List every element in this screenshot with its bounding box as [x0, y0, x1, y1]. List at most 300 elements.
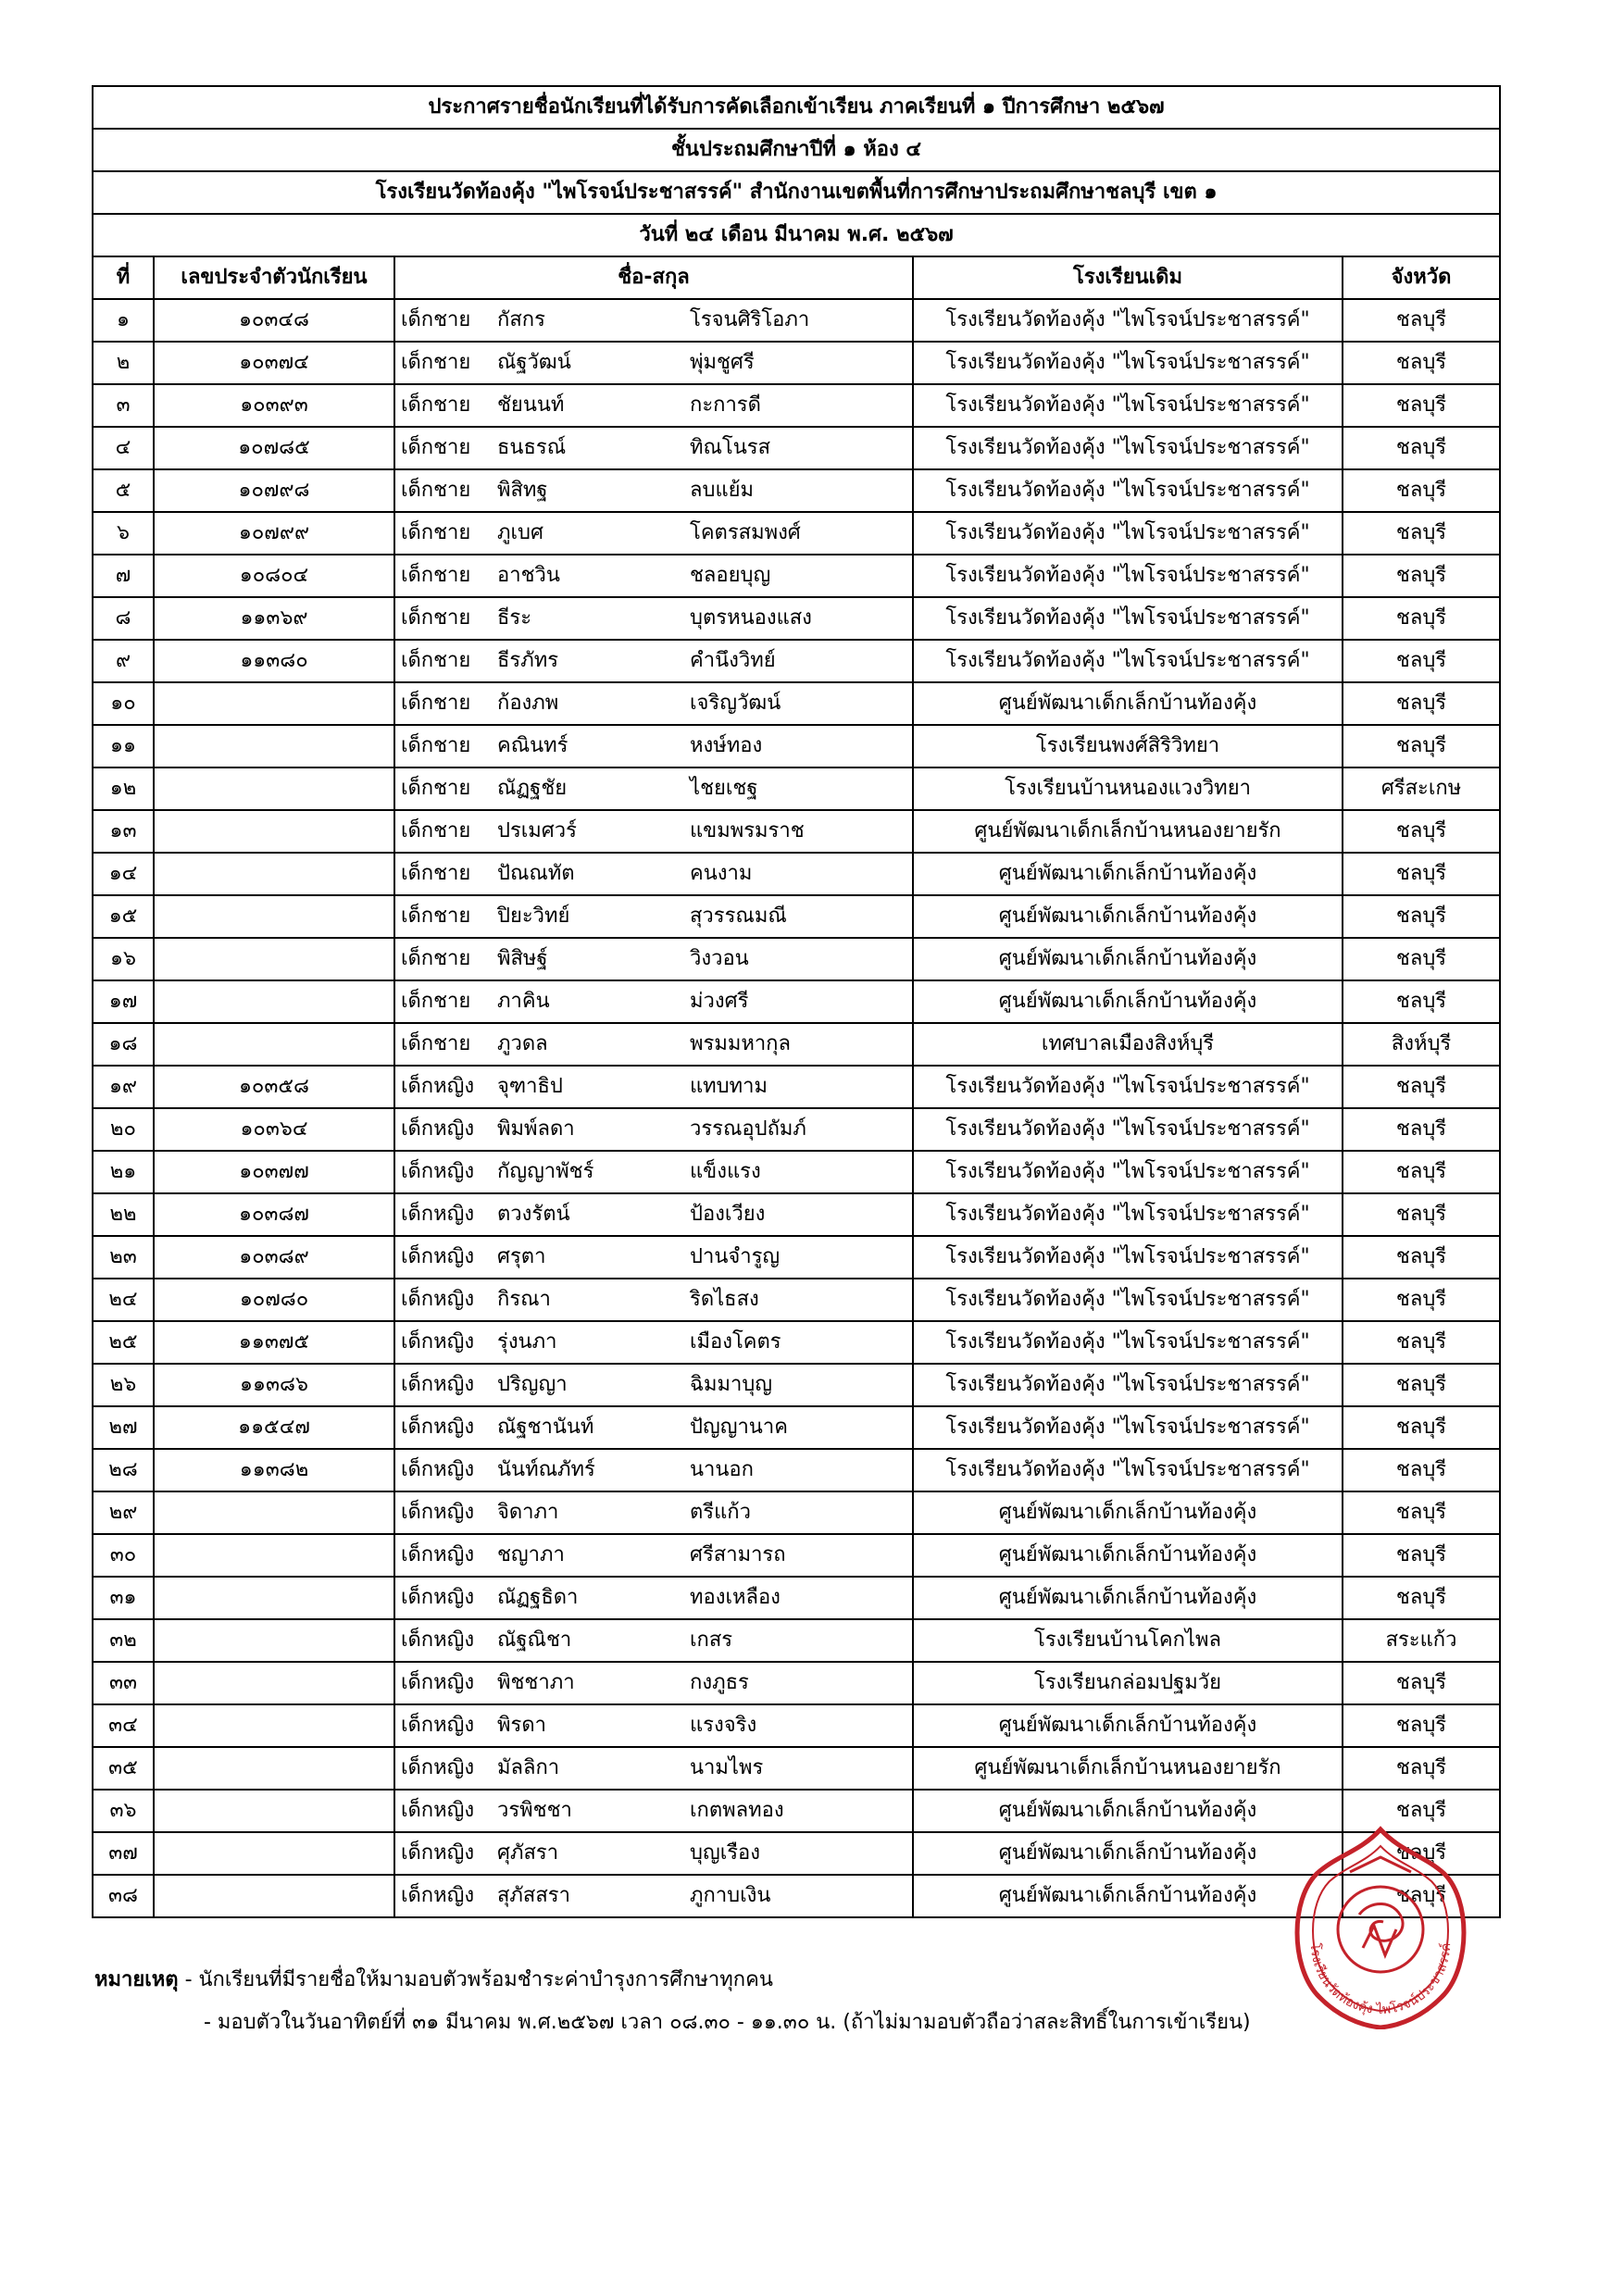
- last-name: บุตรหนองแสง: [690, 606, 812, 630]
- student-id: [154, 1619, 394, 1662]
- province: ชลบุรี: [1343, 1321, 1500, 1364]
- student-name: [394, 1193, 913, 1236]
- student-id: [154, 682, 394, 725]
- last-name: ปัญญานาค: [690, 1416, 788, 1439]
- student-id: ๑๐๗๘๐: [154, 1279, 394, 1321]
- row-number: ๙: [93, 640, 154, 682]
- note-text-2: - มอบตัวในวันอาทิตย์ที่ ๓๑ มีนาคม พ.ศ.๒๕๖๗ เวลา ๐๘.๓๐ - ๑๑.๓๐ น. (ถ้าไม่มามอบตัวถือว่าสละสิทธิ์ในการเข้าเรียน): [204, 2011, 1251, 2034]
- last-name: เมืองโคตร: [690, 1330, 781, 1354]
- title-row: [93, 214, 1500, 256]
- last-name: ภูกาบเงิน: [690, 1884, 771, 1907]
- previous-school: โรงเรียนวัดท้องคุ้ง "ไพโรจน์ประชาสรรค์": [913, 384, 1343, 427]
- table-row: [93, 299, 1500, 342]
- table-row: [93, 810, 1500, 853]
- previous-school: โรงเรียนวัดท้องคุ้ง "ไพโรจน์ประชาสรรค์": [913, 299, 1343, 342]
- row-number: ๑๙: [93, 1066, 154, 1108]
- previous-school: ศูนย์พัฒนาเด็กเล็กบ้านท้องคุ้ง: [913, 1790, 1343, 1832]
- first-name: พิชชาภา: [497, 1671, 575, 1694]
- student-id: [154, 1023, 394, 1066]
- last-name: นานอก: [690, 1458, 754, 1481]
- row-number: ๑๑: [93, 725, 154, 767]
- province: ชลบุรี: [1343, 810, 1500, 853]
- first-name: ปรเมศวร์: [497, 819, 577, 842]
- previous-school: ศูนย์พัฒนาเด็กเล็กบ้านท้องคุ้ง: [913, 682, 1343, 725]
- row-number: ๒๖: [93, 1364, 154, 1406]
- last-name: ริดไธสง: [690, 1288, 759, 1311]
- student-name: [394, 469, 913, 512]
- first-name: ณัฐวัฒน์: [497, 351, 571, 374]
- previous-school: โรงเรียนวัดท้องคุ้ง "ไพโรจน์ประชาสรรค์": [913, 469, 1343, 512]
- row-number: ๓๓: [93, 1662, 154, 1704]
- row-number: ๕: [93, 469, 154, 512]
- student-id: ๑๐๓๙๓: [154, 384, 394, 427]
- province: ชลบุรี: [1343, 682, 1500, 725]
- first-name: กิรณา: [497, 1288, 551, 1311]
- province: ชลบุรี: [1343, 1193, 1500, 1236]
- province: สระแก้ว: [1343, 1619, 1500, 1662]
- row-number: ๒๗: [93, 1406, 154, 1449]
- first-name: คณินทร์: [497, 734, 568, 757]
- table-row: [93, 767, 1500, 810]
- last-name: พุ่มชูศรี: [690, 351, 755, 374]
- student-name: [394, 299, 913, 342]
- first-name: ศรุตา: [497, 1245, 546, 1268]
- province: ชลบุรี: [1343, 1832, 1500, 1875]
- first-name: ก้องภพ: [497, 692, 559, 715]
- row-number: ๘: [93, 597, 154, 640]
- previous-school: โรงเรียนกล่อมปฐมวัย: [913, 1662, 1343, 1704]
- last-name: กะการดี: [690, 393, 761, 417]
- school-seal-icon: [1285, 1826, 1476, 2029]
- table-body: [93, 86, 1500, 1917]
- table-row: [93, 1704, 1500, 1747]
- previous-school: ศูนย์พัฒนาเด็กเล็กบ้านท้องคุ้ง: [913, 895, 1343, 938]
- table-row: [93, 640, 1500, 682]
- student-name: [394, 1662, 913, 1704]
- first-name: ณัฏฐธิดา: [497, 1586, 579, 1609]
- name-prefix: เด็กชาย: [401, 308, 471, 331]
- name-prefix: เด็กชาย: [401, 564, 471, 587]
- first-name: พิมพ์ลดา: [497, 1117, 575, 1141]
- student-name: [394, 1534, 913, 1577]
- table-row: [93, 1619, 1500, 1662]
- last-name: ไชยเชฐ: [690, 777, 758, 800]
- student-id: [154, 725, 394, 767]
- province: ชลบุรี: [1343, 725, 1500, 767]
- province: ชลบุรี: [1343, 427, 1500, 469]
- row-number: ๒๐: [93, 1108, 154, 1151]
- table-row: [93, 597, 1500, 640]
- note-text-1: - นักเรียนที่มีรายชื่อให้มามอบตัวพร้อมชำระค่าบำรุงการศึกษาทุกคน: [184, 1968, 773, 1991]
- student-name: [394, 512, 913, 555]
- title-row: [93, 86, 1500, 129]
- table-row: [93, 1406, 1500, 1449]
- student-id: [154, 1875, 394, 1917]
- row-number: ๒: [93, 342, 154, 384]
- province: ชลบุรี: [1343, 1747, 1500, 1790]
- first-name: ปิยะวิทย์: [497, 905, 570, 928]
- previous-school: โรงเรียนวัดท้องคุ้ง "ไพโรจน์ประชาสรรค์": [913, 1449, 1343, 1491]
- table-row: [93, 555, 1500, 597]
- row-number: ๑๒: [93, 767, 154, 810]
- province: ชลบุรี: [1343, 1534, 1500, 1577]
- table-row: [93, 1449, 1500, 1491]
- last-name: ตรีแก้ว: [690, 1501, 751, 1524]
- student-name: [394, 1619, 913, 1662]
- student-name: [394, 1577, 913, 1619]
- last-name: คนงาม: [690, 862, 753, 885]
- student-id: ๑๐๓๔๘: [154, 299, 394, 342]
- student-id: [154, 938, 394, 980]
- last-name: คำนึงวิทย์: [690, 649, 776, 672]
- name-prefix: เด็กหญิง: [401, 1714, 475, 1737]
- student-name: [394, 1108, 913, 1151]
- table-row: [93, 1491, 1500, 1534]
- first-name: ภูเบศ: [497, 521, 543, 544]
- col-header-student-id: เลขประจำตัวนักเรียน: [154, 256, 394, 299]
- previous-school: เทศบาลเมืองสิงห์บุรี: [913, 1023, 1343, 1066]
- province: ชลบุรี: [1343, 342, 1500, 384]
- student-id: [154, 1747, 394, 1790]
- name-prefix: เด็กหญิง: [401, 1799, 475, 1822]
- province: ชลบุรี: [1343, 555, 1500, 597]
- student-id: [154, 1534, 394, 1577]
- previous-school: โรงเรียนพงศ์สิริวิทยา: [913, 725, 1343, 767]
- name-prefix: เด็กหญิง: [401, 1416, 475, 1439]
- row-number: ๓๗: [93, 1832, 154, 1875]
- first-name: อาชวิน: [497, 564, 560, 587]
- announcement-title: ประกาศรายชื่อนักเรียนที่ได้รับการคัดเลือกเข้าเรียน ภาคเรียนที่ ๑ ปีการศึกษา ๒๕๖๗: [93, 86, 1500, 129]
- row-number: ๑: [93, 299, 154, 342]
- student-id: ๑๐๓๘๗: [154, 1193, 394, 1236]
- table-row: [93, 1662, 1500, 1704]
- student-id: [154, 980, 394, 1023]
- student-name: [394, 1449, 913, 1491]
- col-header-province: จังหวัด: [1343, 256, 1500, 299]
- province: ชลบุรี: [1343, 895, 1500, 938]
- name-prefix: เด็กชาย: [401, 819, 471, 842]
- table-row: [93, 1151, 1500, 1193]
- student-id: ๑๐๓๖๔: [154, 1108, 394, 1151]
- first-name: รุ่งนภา: [497, 1330, 557, 1354]
- student-name: [394, 725, 913, 767]
- student-id: ๑๐๓๗๔: [154, 342, 394, 384]
- title-row: [93, 129, 1500, 171]
- previous-school: ศูนย์พัฒนาเด็กเล็กบ้านท้องคุ้ง: [913, 1832, 1343, 1875]
- student-name: [394, 980, 913, 1023]
- first-name: กัสกร: [497, 308, 545, 331]
- name-prefix: เด็กหญิง: [401, 1075, 475, 1098]
- name-prefix: เด็กชาย: [401, 947, 471, 970]
- student-id: [154, 895, 394, 938]
- student-name: [394, 767, 913, 810]
- previous-school: โรงเรียนวัดท้องคุ้ง "ไพโรจน์ประชาสรรค์": [913, 1321, 1343, 1364]
- last-name: สุวรรณมณี: [690, 905, 787, 928]
- table-row: [93, 1193, 1500, 1236]
- student-name: [394, 1747, 913, 1790]
- name-prefix: เด็กหญิง: [401, 1288, 475, 1311]
- student-id: [154, 1577, 394, 1619]
- student-name: [394, 938, 913, 980]
- table-row: [93, 1534, 1500, 1577]
- row-number: ๓๕: [93, 1747, 154, 1790]
- name-prefix: เด็กชาย: [401, 479, 471, 502]
- student-id: ๑๑๕๔๗: [154, 1406, 394, 1449]
- province: ชลบุรี: [1343, 512, 1500, 555]
- student-name: [394, 1364, 913, 1406]
- student-id: ๑๑๓๘๒: [154, 1449, 394, 1491]
- first-name: ณัฐชานันท์: [497, 1416, 594, 1439]
- student-id: [154, 1832, 394, 1875]
- previous-school: ศูนย์พัฒนาเด็กเล็กบ้านท้องคุ้ง: [913, 1577, 1343, 1619]
- last-name: ม่วงศรี: [690, 990, 749, 1013]
- row-number: ๑๐: [93, 682, 154, 725]
- province: ชลบุรี: [1343, 1151, 1500, 1193]
- note-line-2: [94, 2002, 1251, 2044]
- student-name: [394, 1491, 913, 1534]
- previous-school: ศูนย์พัฒนาเด็กเล็กบ้านหนองยายรัก: [913, 810, 1343, 853]
- name-prefix: เด็กหญิง: [401, 1543, 475, 1566]
- row-number: ๒๓: [93, 1236, 154, 1279]
- name-prefix: เด็กชาย: [401, 734, 471, 757]
- first-name: ชญาภา: [497, 1543, 565, 1566]
- student-name: [394, 1151, 913, 1193]
- row-number: ๓๑: [93, 1577, 154, 1619]
- previous-school: ศูนย์พัฒนาเด็กเล็กบ้านท้องคุ้ง: [913, 1875, 1343, 1917]
- row-number: ๖: [93, 512, 154, 555]
- notes-section: [94, 1959, 1251, 2044]
- name-prefix: เด็กหญิง: [401, 1117, 475, 1141]
- row-number: ๑๓: [93, 810, 154, 853]
- name-prefix: เด็กหญิง: [401, 1245, 475, 1268]
- province: ชลบุรี: [1343, 1108, 1500, 1151]
- student-name: [394, 1023, 913, 1066]
- notes-label: หมายเหตุ: [94, 1968, 179, 1991]
- row-number: ๑๔: [93, 853, 154, 895]
- last-name: กงภูธร: [690, 1671, 749, 1694]
- seal-text: โรงเรียนวัดท้องคุ้ง ไพโรจน์ประชาสรรค์: [1306, 1942, 1455, 2018]
- first-name: กัญญาพัชร์: [497, 1160, 594, 1183]
- student-id: [154, 1704, 394, 1747]
- province: ชลบุรี: [1343, 1790, 1500, 1832]
- student-name: [394, 1066, 913, 1108]
- previous-school: โรงเรียนบ้านโคกไพล: [913, 1619, 1343, 1662]
- first-name: ตวงรัตน์: [497, 1203, 570, 1226]
- previous-school: โรงเรียนวัดท้องคุ้ง "ไพโรจน์ประชาสรรค์": [913, 555, 1343, 597]
- table-row: [93, 853, 1500, 895]
- student-id: ๑๑๓๘๐: [154, 640, 394, 682]
- seal-graphic: [1285, 1826, 1476, 2029]
- student-list-table: [92, 85, 1501, 1918]
- last-name: ฉิมมาบุญ: [690, 1373, 773, 1396]
- last-name: เจริญวัฒน์: [690, 692, 781, 715]
- last-name: หงษ์ทอง: [690, 734, 763, 757]
- student-name: [394, 1704, 913, 1747]
- last-name: โคตรสมพงศ์: [690, 521, 801, 544]
- province: ชลบุรี: [1343, 469, 1500, 512]
- student-id: [154, 767, 394, 810]
- table-row: [93, 1321, 1500, 1364]
- province: ชลบุรี: [1343, 1577, 1500, 1619]
- student-id: [154, 853, 394, 895]
- student-id: ๑๐๓๘๙: [154, 1236, 394, 1279]
- previous-school: โรงเรียนวัดท้องคุ้ง "ไพโรจน์ประชาสรรค์": [913, 1066, 1343, 1108]
- date-title: วันที่ ๒๔ เดือน มีนาคม พ.ศ. ๒๕๖๗: [93, 214, 1500, 256]
- name-prefix: เด็กหญิง: [401, 1884, 475, 1907]
- row-number: ๒๘: [93, 1449, 154, 1491]
- student-name: [394, 384, 913, 427]
- table-row: [93, 469, 1500, 512]
- name-prefix: เด็กหญิง: [401, 1330, 475, 1354]
- first-name: จุฑาธิป: [497, 1075, 563, 1098]
- row-number: ๒๔: [93, 1279, 154, 1321]
- student-name: [394, 810, 913, 853]
- province: ชลบุรี: [1343, 1491, 1500, 1534]
- student-id: ๑๐๘๐๔: [154, 555, 394, 597]
- name-prefix: เด็กหญิง: [401, 1628, 475, 1652]
- previous-school: ศูนย์พัฒนาเด็กเล็กบ้านท้องคุ้ง: [913, 1534, 1343, 1577]
- student-name: [394, 1279, 913, 1321]
- table-row: [93, 1108, 1500, 1151]
- first-name: พิรดา: [497, 1714, 546, 1737]
- last-name: แขมพรมราช: [690, 819, 805, 842]
- student-name: [394, 427, 913, 469]
- last-name: บุญเรือง: [690, 1841, 761, 1865]
- student-id: ๑๐๓๕๘: [154, 1066, 394, 1108]
- table-row: [93, 1023, 1500, 1066]
- name-prefix: เด็กชาย: [401, 905, 471, 928]
- class-level-title: ชั้นประถมศึกษาปีที่ ๑ ห้อง ๔: [93, 129, 1500, 171]
- province: ชลบุรี: [1343, 1406, 1500, 1449]
- last-name: ทองเหลือง: [690, 1586, 781, 1609]
- last-name: นามไพร: [690, 1756, 764, 1779]
- province: ชลบุรี: [1343, 299, 1500, 342]
- last-name: โรจนศิริโอภา: [690, 308, 810, 331]
- previous-school: โรงเรียนวัดท้องคุ้ง "ไพโรจน์ประชาสรรค์": [913, 1279, 1343, 1321]
- province: ชลบุรี: [1343, 1364, 1500, 1406]
- last-name: วิงวอน: [690, 947, 749, 970]
- col-header-previous-school: โรงเรียนเดิม: [913, 256, 1343, 299]
- first-name: ปริญญา: [497, 1373, 568, 1396]
- table-row: [93, 1747, 1500, 1790]
- note-line-1: [94, 1959, 1251, 2002]
- previous-school: โรงเรียนวัดท้องคุ้ง "ไพโรจน์ประชาสรรค์": [913, 512, 1343, 555]
- previous-school: ศูนย์พัฒนาเด็กเล็กบ้านหนองยายรัก: [913, 1747, 1343, 1790]
- student-name: [394, 1832, 913, 1875]
- name-prefix: เด็กหญิง: [401, 1841, 475, 1865]
- table-row: [93, 1236, 1500, 1279]
- last-name: เกสร: [690, 1628, 733, 1652]
- previous-school: โรงเรียนวัดท้องคุ้ง "ไพโรจน์ประชาสรรค์": [913, 597, 1343, 640]
- row-number: ๓: [93, 384, 154, 427]
- student-name: [394, 342, 913, 384]
- row-number: ๑๖: [93, 938, 154, 980]
- first-name: ณัฐณิชา: [497, 1628, 572, 1652]
- last-name: ป้องเวียง: [690, 1203, 766, 1226]
- row-number: ๔: [93, 427, 154, 469]
- school-title: โรงเรียนวัดท้องคุ้ง "ไพโรจน์ประชาสรรค์" สำนักงานเขตพื้นที่การศึกษาประถมศึกษาชลบุรี เขต ๑: [93, 171, 1500, 214]
- row-number: ๒๒: [93, 1193, 154, 1236]
- previous-school: โรงเรียนวัดท้องคุ้ง "ไพโรจน์ประชาสรรค์": [913, 1236, 1343, 1279]
- row-number: ๒๙: [93, 1491, 154, 1534]
- table-row: [93, 682, 1500, 725]
- name-prefix: เด็กชาย: [401, 351, 471, 374]
- previous-school: โรงเรียนวัดท้องคุ้ง "ไพโรจน์ประชาสรรค์": [913, 640, 1343, 682]
- name-prefix: เด็กหญิง: [401, 1373, 475, 1396]
- row-number: ๓๘: [93, 1875, 154, 1917]
- row-number: ๓๖: [93, 1790, 154, 1832]
- student-name: [394, 1236, 913, 1279]
- last-name: แรงจริง: [690, 1714, 757, 1737]
- student-id: [154, 1662, 394, 1704]
- first-name: ธีระ: [497, 606, 532, 630]
- student-name: [394, 1406, 913, 1449]
- last-name: วรรณอุปถัมภ์: [690, 1117, 806, 1141]
- title-row: [93, 171, 1500, 214]
- first-name: ปัณณทัต: [497, 862, 575, 885]
- name-prefix: เด็กหญิง: [401, 1203, 475, 1226]
- province: ชลบุรี: [1343, 384, 1500, 427]
- first-name: ภาคิน: [497, 990, 550, 1013]
- name-prefix: เด็กหญิง: [401, 1586, 475, 1609]
- previous-school: โรงเรียนวัดท้องคุ้ง "ไพโรจน์ประชาสรรค์": [913, 1108, 1343, 1151]
- table-row: [93, 427, 1500, 469]
- province: ชลบุรี: [1343, 1236, 1500, 1279]
- last-name: ศรีสามารถ: [690, 1543, 786, 1566]
- table-row: [93, 1364, 1500, 1406]
- province: ชลบุรี: [1343, 597, 1500, 640]
- table-row: [93, 1577, 1500, 1619]
- last-name: แทบทาม: [690, 1075, 768, 1098]
- previous-school: ศูนย์พัฒนาเด็กเล็กบ้านท้องคุ้ง: [913, 980, 1343, 1023]
- previous-school: โรงเรียนวัดท้องคุ้ง "ไพโรจน์ประชาสรรค์": [913, 1406, 1343, 1449]
- name-prefix: เด็กชาย: [401, 521, 471, 544]
- previous-school: โรงเรียนวัดท้องคุ้ง "ไพโรจน์ประชาสรรค์": [913, 1364, 1343, 1406]
- student-id: [154, 1790, 394, 1832]
- province: ชลบุรี: [1343, 1066, 1500, 1108]
- first-name: ภูวดล: [497, 1032, 548, 1055]
- student-name: [394, 853, 913, 895]
- province: ชลบุรี: [1343, 640, 1500, 682]
- student-name: [394, 682, 913, 725]
- last-name: ปานจำรูญ: [690, 1245, 781, 1268]
- name-prefix: เด็กชาย: [401, 606, 471, 630]
- previous-school: โรงเรียนวัดท้องคุ้ง "ไพโรจน์ประชาสรรค์": [913, 1193, 1343, 1236]
- province: ชลบุรี: [1343, 1662, 1500, 1704]
- student-id: [154, 1491, 394, 1534]
- last-name: แข็งแรง: [690, 1160, 761, 1183]
- first-name: ณัฏฐชัย: [497, 777, 568, 800]
- student-id: ๑๑๓๖๙: [154, 597, 394, 640]
- name-prefix: เด็กหญิง: [401, 1160, 475, 1183]
- first-name: ธนธรณ์: [497, 436, 567, 459]
- name-prefix: เด็กชาย: [401, 1032, 471, 1055]
- province: ชลบุรี: [1343, 938, 1500, 980]
- row-number: ๓๔: [93, 1704, 154, 1747]
- province: ชลบุรี: [1343, 1875, 1500, 1917]
- province: สิงห์บุรี: [1343, 1023, 1500, 1066]
- row-number: ๒๕: [93, 1321, 154, 1364]
- last-name: ลบแย้ม: [690, 479, 755, 502]
- first-name: ศุภัสรา: [497, 1841, 559, 1865]
- student-id: ๑๐๓๗๗: [154, 1151, 394, 1193]
- province: ชลบุรี: [1343, 1279, 1500, 1321]
- table-row: [93, 725, 1500, 767]
- row-number: ๓๒: [93, 1619, 154, 1662]
- previous-school: ศูนย์พัฒนาเด็กเล็กบ้านท้องคุ้ง: [913, 1491, 1343, 1534]
- row-number: ๗: [93, 555, 154, 597]
- name-prefix: เด็กหญิง: [401, 1458, 475, 1481]
